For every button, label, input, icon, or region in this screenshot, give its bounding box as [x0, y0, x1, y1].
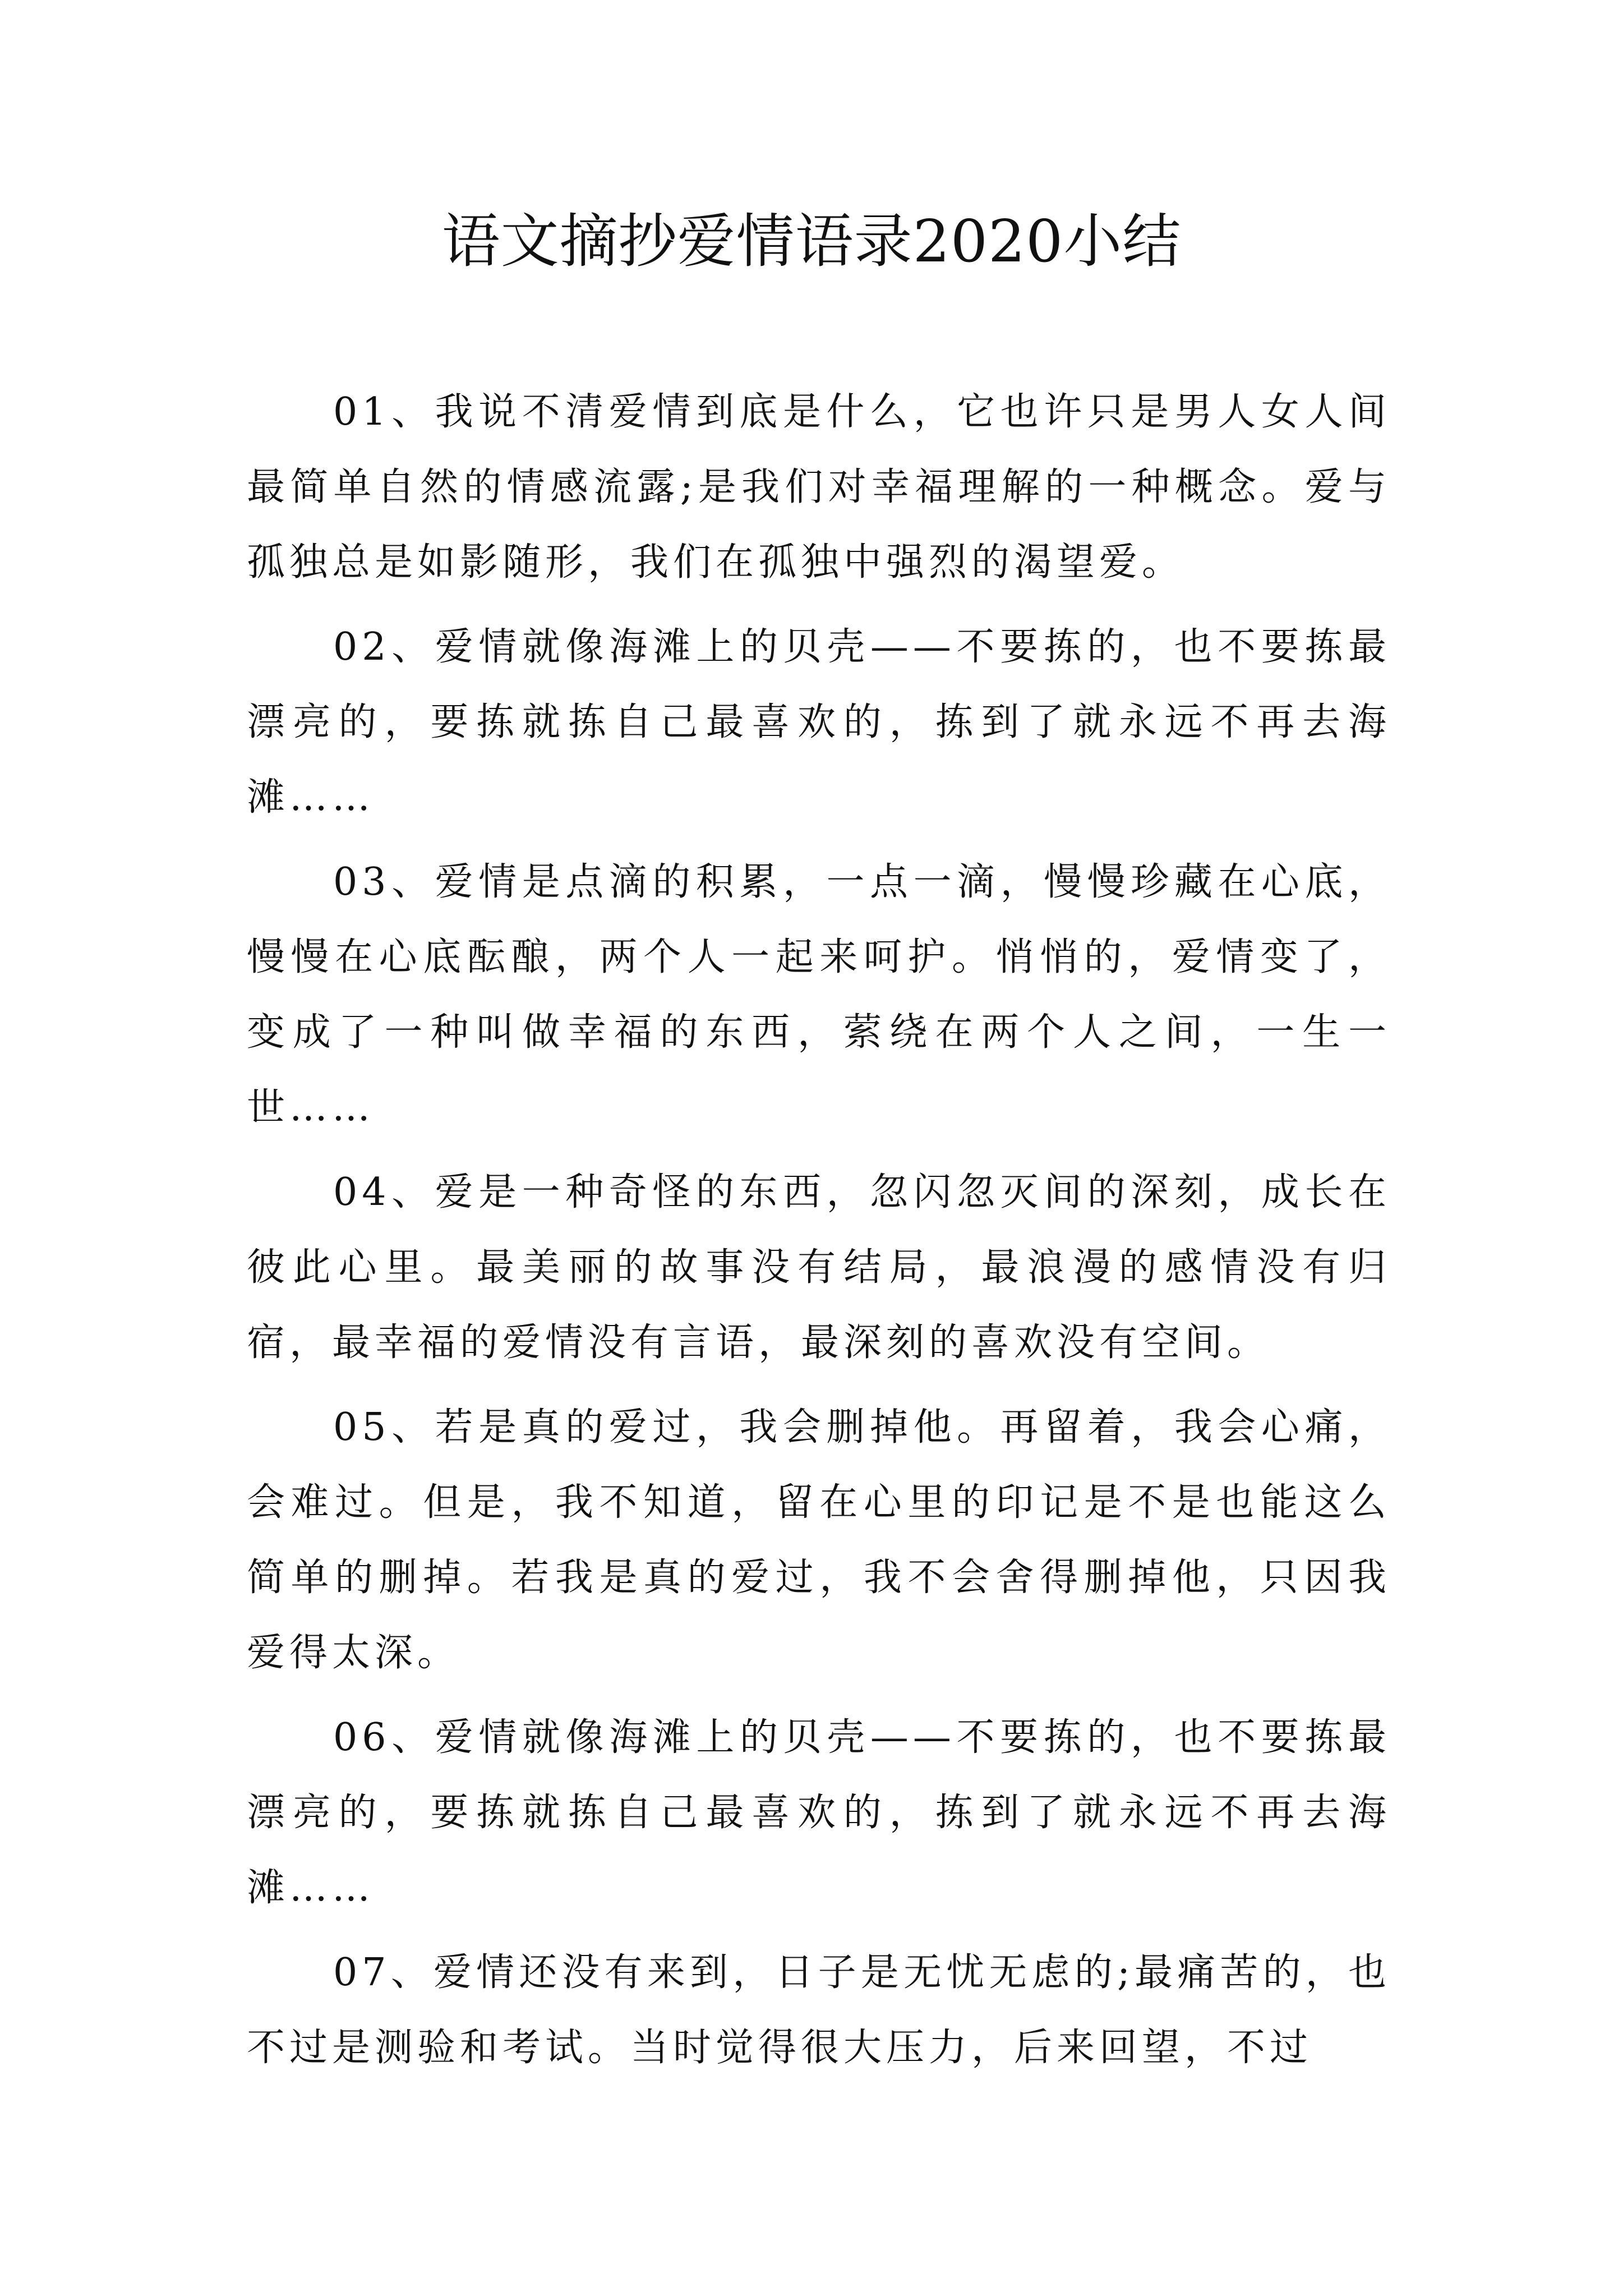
paragraph-03: 03、爱情是点滴的积累，一点一滴，慢慢珍藏在心底，慢慢在心底酝酿，两个人一起来呵护。悄悄的，爱情变了，变成了一种叫做幸福的东西，萦绕在两个人之间，一生一世……	[247, 860, 1391, 1130]
paragraph-01: 01、我说不清爱情到底是什么，它也许只是男人女人间最简单自然的情感流露;是我们对幸福理解的一种概念。爱与孤独总是如影随形，我们在孤独中强烈的渴望爱。	[247, 390, 1391, 585]
paragraph-02: 02、爱情就像海滩上的贝壳——不要拣的，也不要拣最漂亮的，要拣就拣自己最喜欢的，拣到了就永远不再去海滩……	[247, 625, 1391, 820]
paragraph-04: 04、爱是一种奇怪的东西，忽闪忽灭间的深刻，成长在彼此心里。最美丽的故事没有结局，最浪漫的感情没有归宿，最幸福的爱情没有言语，最深刻的喜欢没有空间。	[247, 1170, 1391, 1365]
paragraph-07: 07、爱情还没有来到，日子是无忧无虑的;最痛苦的，也不过是测验和考试。当时觉得很大压力，后来回望，不过	[247, 1950, 1391, 2070]
paragraph-05: 05、若是真的爱过，我会删掉他。再留着，我会心痛，会难过。但是，我不知道，留在心里的印记是不是也能这么简单的删掉。若我是真的爱过，我不会舍得删掉他，只因我爱得太深。	[247, 1405, 1391, 1675]
paragraph-06: 06、爱情就像海滩上的贝壳——不要拣的，也不要拣最漂亮的，要拣就拣自己最喜欢的，拣到了就永远不再去海滩……	[247, 1715, 1391, 1910]
document-body	[247, 375, 1391, 2095]
document-title: 语文摘抄爱情语录2020小结	[441, 207, 1182, 275]
